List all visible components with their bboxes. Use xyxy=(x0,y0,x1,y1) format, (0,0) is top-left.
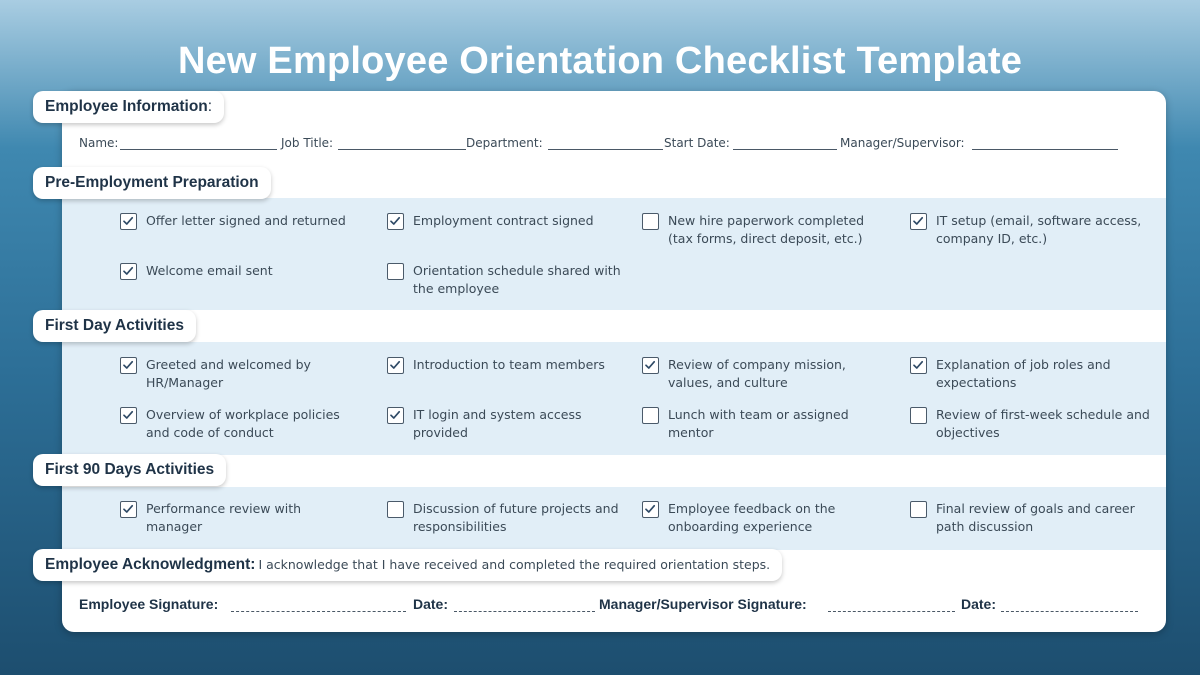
employee-info-heading xyxy=(33,91,224,123)
checklist-item-label: Explanation of job roles and expectations xyxy=(936,357,1111,390)
employee-info-title: Employee Information xyxy=(45,98,208,115)
checklist-item-label: IT setup (email, software access, company ID, etc.) xyxy=(936,213,1142,246)
checkmark-icon xyxy=(122,359,134,371)
checkbox[interactable] xyxy=(910,213,927,230)
manager-date-label: Date: xyxy=(961,596,997,612)
checkmark-icon xyxy=(912,215,924,227)
checklist-item-label: IT login and system access provided xyxy=(413,407,582,440)
manager-field[interactable] xyxy=(972,149,1118,150)
checkmark-icon xyxy=(644,359,656,371)
checkbox[interactable] xyxy=(387,263,404,280)
pre-employment-heading: Pre-Employment Preparation xyxy=(33,167,271,199)
checklist-item-label: Employment contract signed xyxy=(413,213,594,228)
acknowledgment-title: Employee Acknowledgment: xyxy=(45,556,256,573)
job-title-field[interactable] xyxy=(338,149,466,150)
checklist-item-label: Discussion of future projects and responsibilities xyxy=(413,501,619,534)
checkbox[interactable] xyxy=(120,263,137,280)
first-day-heading: First Day Activities xyxy=(33,310,196,342)
page-title: New Employee Orientation Checklist Template xyxy=(177,40,1023,82)
checkmark-icon xyxy=(122,215,134,227)
checkbox[interactable] xyxy=(387,357,404,374)
checkbox[interactable] xyxy=(387,407,404,424)
first-90-days-heading: First 90 Days Activities xyxy=(33,454,226,486)
checkmark-icon xyxy=(122,503,134,515)
checklist-item-label: Orientation schedule shared with the employee xyxy=(413,263,621,296)
checklist-item-label: Introduction to team members xyxy=(413,357,605,372)
checkmark-icon xyxy=(122,409,134,421)
acknowledgment-text: I acknowledge that I have received and completed the required orientation steps. xyxy=(258,557,771,572)
acknowledgment-heading xyxy=(33,549,782,581)
employee-info-colon: : xyxy=(207,98,213,115)
manager-date-field[interactable] xyxy=(1001,611,1138,612)
checkbox[interactable] xyxy=(910,357,927,374)
checkbox[interactable] xyxy=(642,407,659,424)
checkbox[interactable] xyxy=(120,407,137,424)
checklist-item-label: Review of company mission, values, and culture xyxy=(668,357,846,390)
checklist-item-label: Employee feedback on the onboarding experience xyxy=(668,501,836,534)
checklist-item-label: Performance review with manager xyxy=(146,501,302,534)
checkbox[interactable] xyxy=(387,501,404,518)
employee-signature-field[interactable] xyxy=(231,611,406,612)
checklist-item-label: Review of first-week schedule and objectives xyxy=(936,407,1150,440)
checkbox[interactable] xyxy=(642,213,659,230)
employee-date-label: Date: xyxy=(413,596,449,612)
checkmark-icon xyxy=(389,359,401,371)
job-title-label: Job Title: xyxy=(281,136,334,150)
manager-signature-field[interactable] xyxy=(828,611,955,612)
start-date-field[interactable] xyxy=(733,149,837,150)
checklist-item-label: Greeted and welcomed by HR/Manager xyxy=(146,357,311,390)
manager-label: Manager/Supervisor: xyxy=(840,136,965,150)
checkbox[interactable] xyxy=(910,407,927,424)
checklist-item-label: New hire paperwork completed (tax forms, direct deposit, etc.) xyxy=(668,213,865,246)
start-date-label: Start Date: xyxy=(664,136,730,150)
checkmark-icon xyxy=(122,265,134,277)
checkbox[interactable] xyxy=(120,213,137,230)
employee-signature-label: Employee Signature: xyxy=(79,596,219,612)
checklist-item-label: Offer letter signed and returned xyxy=(146,213,346,228)
checkmark-icon xyxy=(912,359,924,371)
checkbox[interactable] xyxy=(120,501,137,518)
checkbox[interactable] xyxy=(910,501,927,518)
checklist-item-label: Lunch with team or assigned mentor xyxy=(668,407,849,440)
manager-signature-label: Manager/Supervisor Signature: xyxy=(599,596,807,612)
name-label: Name: xyxy=(79,136,119,150)
checkmark-icon xyxy=(389,215,401,227)
employee-date-field[interactable] xyxy=(454,611,595,612)
checkmark-icon xyxy=(644,503,656,515)
department-field[interactable] xyxy=(548,149,663,150)
checklist-item-label: Welcome email sent xyxy=(146,263,273,278)
checkbox[interactable] xyxy=(387,213,404,230)
checkbox[interactable] xyxy=(120,357,137,374)
checkbox[interactable] xyxy=(642,357,659,374)
name-field[interactable] xyxy=(120,149,277,150)
checkmark-icon xyxy=(389,409,401,421)
checkbox[interactable] xyxy=(642,501,659,518)
checklist-item-label: Final review of goals and career path discussion xyxy=(936,501,1135,534)
checklist-item-label: Overview of workplace policies and code of conduct xyxy=(146,407,340,440)
signature-row xyxy=(79,596,1139,616)
employee-info-row xyxy=(79,136,1139,154)
department-label: Department: xyxy=(466,136,543,150)
